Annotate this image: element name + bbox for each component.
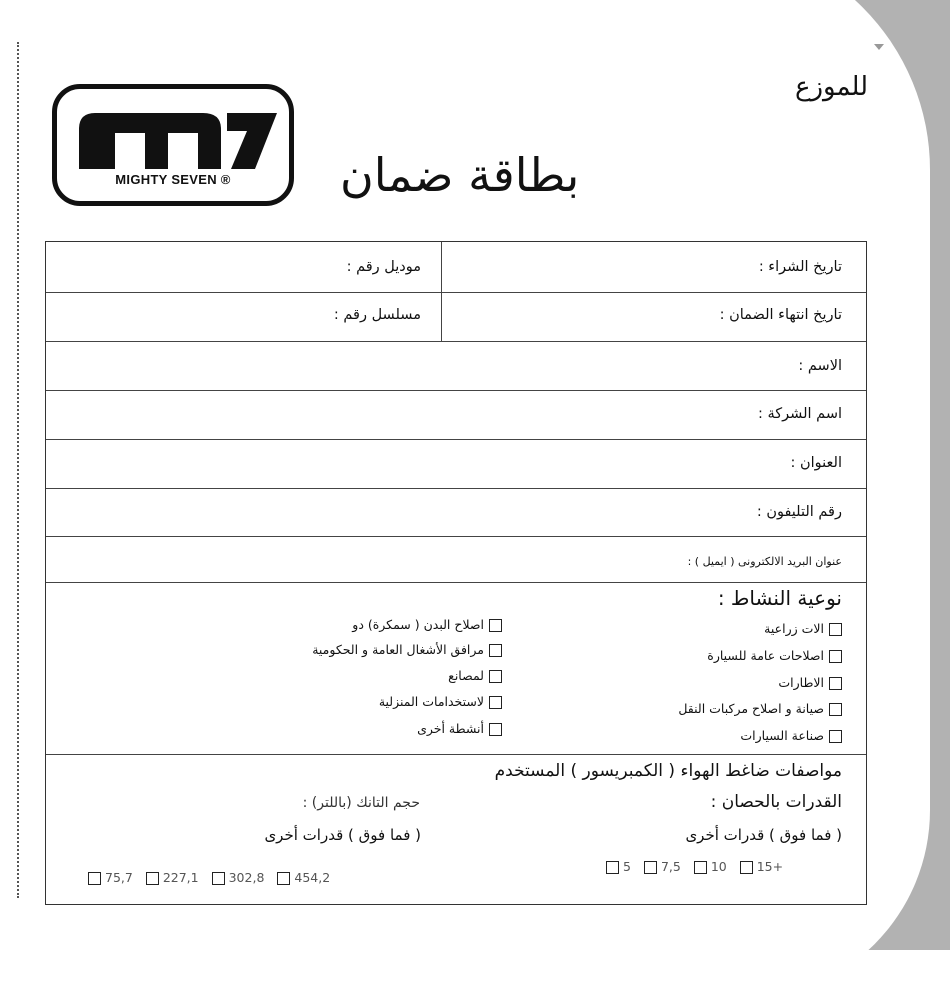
- checkbox[interactable]: [829, 650, 842, 663]
- activity-option[interactable]: الاطارات: [778, 675, 842, 690]
- checkbox[interactable]: [829, 730, 842, 743]
- warranty-form: [45, 241, 867, 905]
- name-field[interactable]: الاسم :: [798, 358, 842, 374]
- company-name-field[interactable]: اسم الشركة :: [758, 406, 842, 422]
- activity-option[interactable]: أنشطة أخرى: [417, 721, 502, 736]
- checkbox[interactable]: [829, 703, 842, 716]
- horsepower-options: [606, 859, 792, 874]
- row-purchase: [46, 242, 866, 293]
- hp-option[interactable]: 5: [606, 859, 631, 874]
- checkbox[interactable]: [146, 872, 159, 885]
- hp-option[interactable]: 10: [694, 859, 727, 874]
- horsepower-label: القدرات بالحصان :: [710, 792, 842, 812]
- address-field[interactable]: العنوان :: [790, 455, 842, 471]
- checkbox[interactable]: [740, 861, 753, 874]
- hp-option[interactable]: 15+: [740, 859, 783, 874]
- checkbox[interactable]: [644, 861, 657, 874]
- card-title: بطاقة ضمان: [340, 148, 580, 202]
- checkbox[interactable]: [606, 861, 619, 874]
- checkbox[interactable]: [829, 623, 842, 636]
- logo-tagline: MIGHTY SEVEN ®: [115, 172, 231, 187]
- model-number-field[interactable]: موديل رقم :: [346, 259, 421, 275]
- checkbox[interactable]: [277, 872, 290, 885]
- email-field[interactable]: عنوان البريد الالكترونى ( ايميل ) :: [687, 555, 842, 568]
- activity-option[interactable]: صناعة السيارات: [740, 728, 842, 743]
- activity-option[interactable]: لاستخدامات المنزلية: [379, 694, 502, 709]
- tank-option[interactable]: 302,8: [212, 870, 265, 885]
- tank-options: [88, 870, 339, 885]
- checkbox[interactable]: [489, 644, 502, 657]
- column-divider: [441, 242, 442, 341]
- corner-marker-icon: [874, 44, 884, 50]
- phone-field[interactable]: رقم التليفون :: [756, 504, 842, 520]
- tank-option[interactable]: 454,2: [277, 870, 330, 885]
- row-address: [46, 439, 866, 489]
- activity-option[interactable]: اصلاح البدن ( سمكرة) دو: [352, 617, 502, 632]
- tank-option[interactable]: 75,7: [88, 870, 133, 885]
- activity-option[interactable]: الات زراعية: [764, 621, 842, 636]
- other-capacities-label: ( فما فوق ) قدرات أخرى: [685, 826, 842, 844]
- checkbox[interactable]: [212, 872, 225, 885]
- activity-option[interactable]: مرافق الأشغال العامة و الحكومية: [312, 642, 502, 657]
- checkbox[interactable]: [88, 872, 101, 885]
- specs-heading: مواصفات ضاغط الهواء ( الكمبريسور ) المستخدم: [494, 761, 842, 781]
- activity-option[interactable]: اصلاحات عامة للسيارة: [707, 648, 842, 663]
- hp-option[interactable]: 7,5: [644, 859, 681, 874]
- other-capacities-label: ( فما فوق ) قدرات أخرى: [264, 826, 421, 844]
- distributor-label: للموزع: [794, 72, 868, 102]
- row-phone: [46, 488, 866, 537]
- serial-number-field[interactable]: مسلسل رقم :: [333, 307, 421, 323]
- purchase-date-field[interactable]: تاريخ الشراء :: [758, 259, 842, 275]
- row-name: [46, 341, 866, 391]
- checkbox[interactable]: [489, 670, 502, 683]
- checkbox[interactable]: [829, 677, 842, 690]
- perforation-line: [17, 42, 19, 898]
- tank-size-label: حجم التانك (باللتر) :: [302, 795, 420, 811]
- checkbox[interactable]: [489, 619, 502, 632]
- checkbox[interactable]: [694, 861, 707, 874]
- row-company: [46, 390, 866, 440]
- checkbox[interactable]: [489, 696, 502, 709]
- tank-option[interactable]: 227,1: [146, 870, 199, 885]
- warranty-end-field[interactable]: تاريخ انتهاء الضمان :: [719, 307, 842, 323]
- activity-heading: نوعية النشاط :: [717, 586, 842, 610]
- checkbox[interactable]: [489, 723, 502, 736]
- activity-option[interactable]: صيانة و اصلاح مركبات النقل: [678, 701, 842, 716]
- m7-logo: [52, 84, 294, 206]
- activity-option[interactable]: لمصانع: [448, 668, 502, 683]
